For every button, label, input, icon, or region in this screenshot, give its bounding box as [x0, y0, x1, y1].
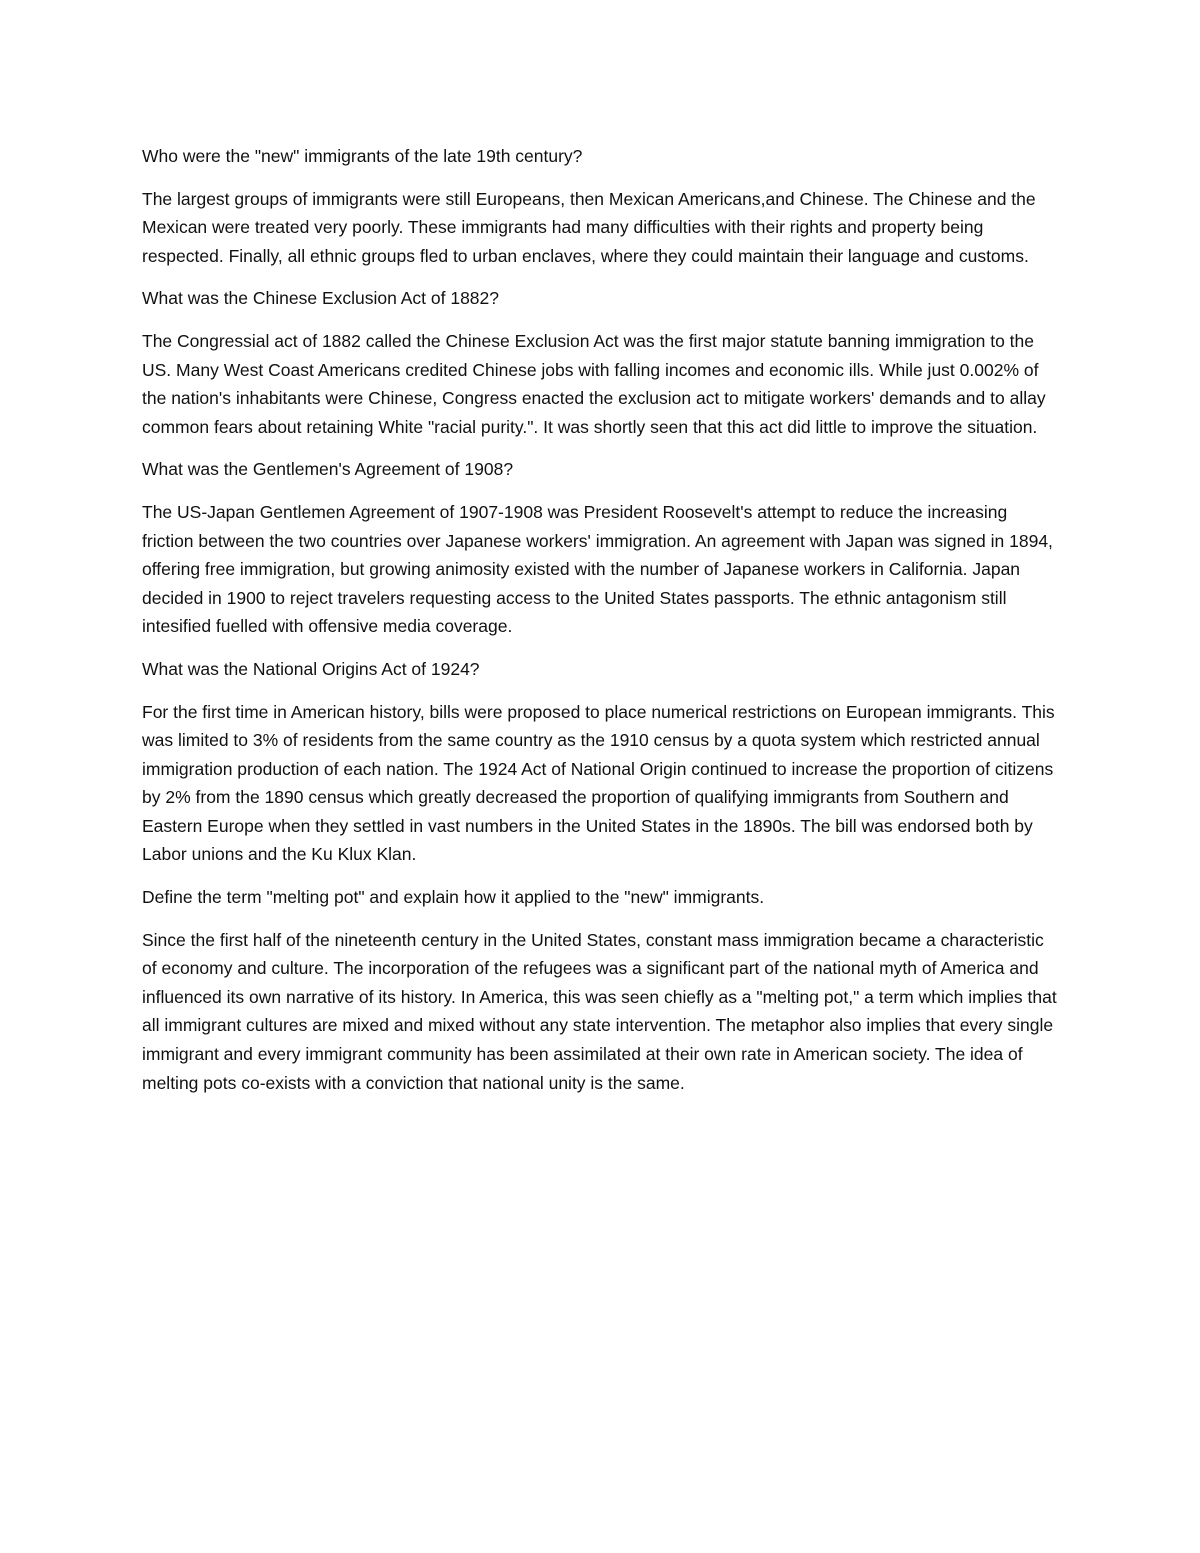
answer-2: The Congressial act of 1882 called the Chinese Exclusion Act was the first major statute banning immigration to the US. Many West Coast Americans credited Chinese jobs with falling incomes and economic ills. While just 0.002% of the nation's inhabitants were Chinese, Congress enacted the exclusion act to mitigate workers' demands and to allay common fears about retaining White "racial purity.". It was shortly seen that this act did little to improve the situation.	[142, 330, 1046, 437]
answer-3: The US-Japan Gentlemen Agreement of 1907-1908 was President Roosevelt's attempt to reduce the increasing friction between the two countries over Japanese workers' immigration. An agreement with Japan was signed in 1894, offering free immigration, but growing animosity existed with the number of Japanese workers in California. Japan decided in 1900 to reject travelers requesting access to the United States passports. The ethnic antagonism still intesified fuelled with offensive media coverage.	[142, 501, 1053, 637]
question-2: What was the Chinese Exclusion Act of 1882?	[142, 288, 500, 309]
answer-1: The largest groups of immigrants were still Europeans, then Mexican Americans,and Chinese. The Chinese and the Mexican were treated very poorly. These immigrants had many difficulties with their rights and property being respected. Finally, all ethnic groups fled to urban enclaves, where they could maintain their language and customs.	[142, 188, 1036, 266]
document-body	[142, 142, 1062, 1111]
question-4: What was the National Origins Act of 1924?	[142, 658, 480, 679]
answer-5: Since the first half of the nineteenth century in the United States, constant mass immigration became a characteristic of economy and culture. The incorporation of the refugees was a significant part of the national myth of America and influenced its own narrative of its history. In America, this was seen chiefly as a "melting pot," a term which implies that all immigrant cultures are mixed and mixed without any state intervention. The metaphor also implies that every single immigrant and every immigrant community has been assimilated at their own rate in American society. The idea of melting pots co-exists with a conviction that national unity is the same.	[142, 929, 1057, 1093]
question-5: Define the term "melting pot" and explain how it applied to the "new" immigrants.	[142, 887, 765, 908]
question-3: What was the Gentlemen's Agreement of 1908?	[142, 459, 514, 480]
question-1: Who were the "new" immigrants of the late 19th century?	[142, 146, 583, 166]
answer-4: For the first time in American history, bills were proposed to place numerical restrictions on European immigrants. This was limited to 3% of residents from the same country as the 1910 census by a quota system which restricted annual immigration production of each nation. The 1924 Act of National Origin continued to increase the proportion of citizens by 2% from the 1890 census which greatly decreased the proportion of qualifying immigrants from Southern and Eastern Europe when they settled in vast numbers in the United States in the 1890s. The bill was endorsed both by Labor unions and the Ku Klux Klan.	[142, 701, 1055, 865]
